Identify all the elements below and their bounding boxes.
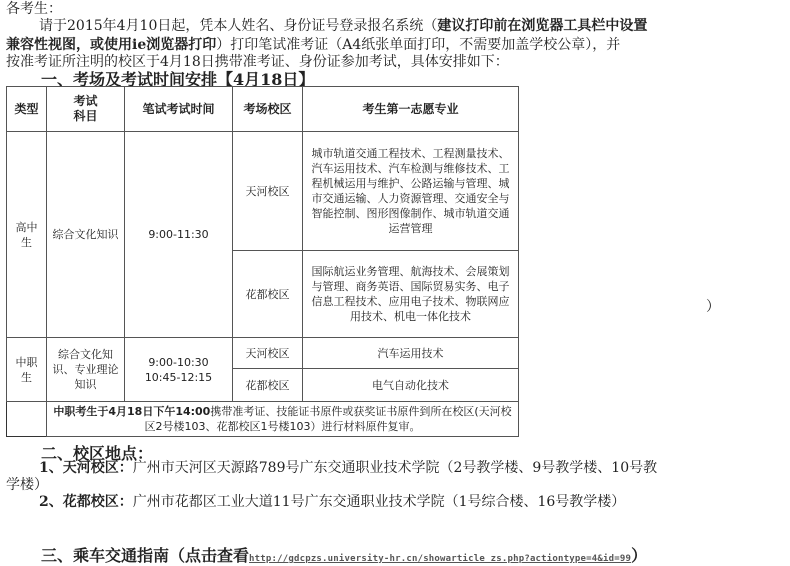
time-vocational: 9:00-10:30 10:45-12:15 <box>125 338 233 402</box>
table-row <box>7 132 519 251</box>
campus-huadu-label: 花都校区： <box>62 494 133 510</box>
header-major: 考生第一志愿专业 <box>303 87 519 132</box>
campus-tianhe: 天河校区 <box>233 132 303 251</box>
header-campus: 考场校区 <box>233 87 303 132</box>
campus-tianhe-address-cont: 学楼） <box>6 477 48 493</box>
campus-huadu: 花都校区 <box>233 251 303 338</box>
section-3-title: 三、乘车交通指南（点击查看http://gdcpzs.university-hr.cn/showarticle_zs.php?actiontype=4&id=99） <box>41 546 648 565</box>
major-tianhe-vocational: 汽车运用技术 <box>303 338 519 369</box>
majors-huadu: 国际航运业务管理、航海技术、会展策划与管理、商务英语、国际贸易实务、电子信息工程技术、应用电子技术、物联网应用技术、机电一体化技术 <box>303 251 519 338</box>
subject-vocational: 综合文化知识、专业理论知识 <box>47 338 125 402</box>
stray-paren: ） <box>706 299 720 315</box>
table-header-row <box>7 87 519 132</box>
table-row <box>7 338 519 369</box>
campus-tianhe-label: 天河校区： <box>62 460 133 476</box>
campus-tianhe-vocational: 天河校区 <box>233 338 303 369</box>
intro-text-2: ）打印笔试准考证（A4纸张单面打印，不需要加盖学校公章），并 <box>216 37 621 53</box>
major-huadu-vocational: 电气自动化技术 <box>303 369 519 402</box>
intro-text: 请于2015年4月10日起，凭本人姓名、身份证号登录报名系统（ <box>39 18 438 34</box>
greeting: 各考生： <box>6 1 62 17</box>
type-vocational: 中职生 <box>7 338 47 402</box>
majors-tianhe: 城市轨道交通工程技术、工程测量技术、汽车运用技术、汽车检测与维修技术、工程机械运用与维护、公路运输与管理、城市交通运输、人力资源管理、交通安全与智能控制、图形图像制作、城市轨道交通运营管理 <box>303 132 519 251</box>
type-high-school: 高中生 <box>7 132 47 338</box>
time-high-school: 9:00-11:30 <box>125 132 233 338</box>
intro-bold-note-2: 兼容性视图，或使用ie浏览器打印 <box>6 37 217 53</box>
exam-schedule-table <box>6 86 519 437</box>
campus-tianhe-address: 1、天河校区：广州市天河区天源路789号广东交通职业技术学院（2号教学楼、9号教学楼、10号教 <box>39 460 658 476</box>
section-1-title: 一、考场及考试时间安排【4月18日】 <box>41 70 315 89</box>
vocational-note: 中职考生于4月18日下午14:00携带准考证、技能证书原件或获奖证书原件到所在校区(天河校区2号楼103、花都校区1号楼103）进行材料原件复审。 <box>47 402 519 437</box>
campus-huadu-vocational: 花都校区 <box>233 369 303 402</box>
intro-bold-note: 建议打印前在浏览器工具栏中设置 <box>437 18 648 34</box>
transport-guide-link[interactable]: http://gdcpzs.university-hr.cn/showarticle_zs.php?actiontype=4&id=99 <box>249 554 632 564</box>
table-note-row <box>7 402 519 437</box>
intro-line-1 <box>39 17 647 36</box>
header-time: 笔试考试时间 <box>125 87 233 132</box>
header-subject: 考试 科目 <box>47 87 125 132</box>
campus-huadu-address: 2、花都校区：广州市花都区工业大道11号广东交通职业技术学院（1号综合楼、16号教学楼） <box>39 494 626 510</box>
intro-line-3: 按准考证所注明的校区于4月18日携带准考证、身份证参加考试，具体安排如下： <box>6 54 509 70</box>
subject-high-school: 综合文化知识 <box>47 132 125 338</box>
header-type: 类型 <box>7 87 47 132</box>
section-2-title: 二、校区地点： <box>41 444 154 463</box>
